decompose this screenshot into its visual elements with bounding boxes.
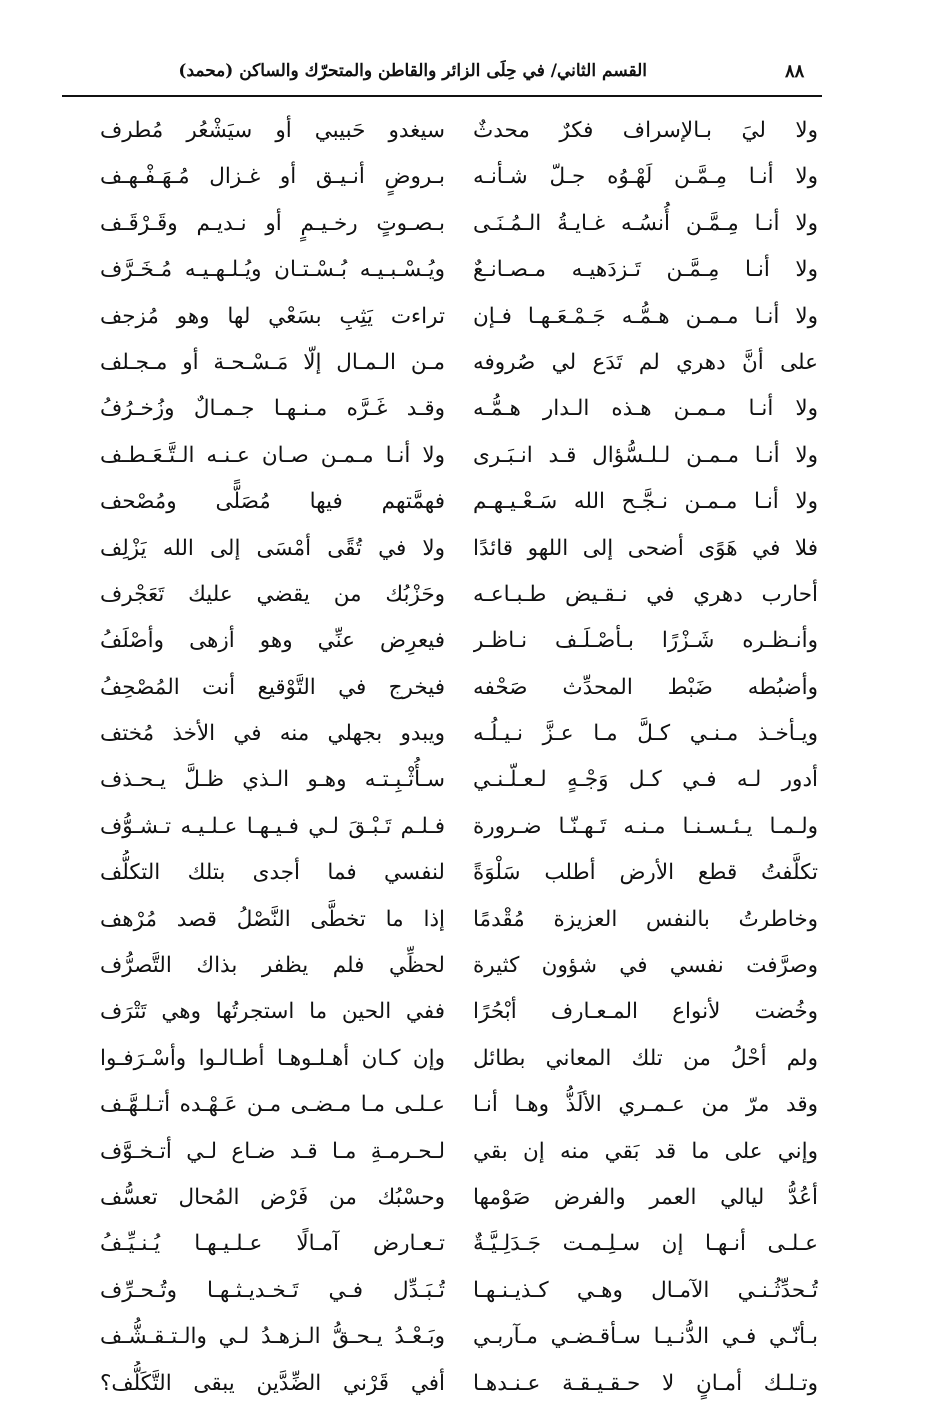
verse-first-hemistich: ولـمـا يـئـسـنـا مـنـه تَـهـنّـا ضـرورة <box>473 813 818 839</box>
verse-second-hemistich: وبَـعْـدُ يـحـقُّ الـزهـدُ لـي والـتـقـشُّـف <box>100 1324 445 1350</box>
verse-second-hemistich: تـعـارض آمـالًا عـلـيـهـا يُـنـيِّـفُ <box>100 1231 445 1257</box>
verse-first-hemistich: ولا أنـا مِـمَّـن أُنسُـه غـايـةُ الـمُـنَـى <box>473 210 818 236</box>
verse-second-hemistich: ويبدو بجهلي منه في الأخذ مُختف <box>100 721 445 747</box>
verse-second-hemistich: سيغدو حَبيبي أو سيَشْعُر مُطرف <box>100 118 445 143</box>
verse-second-hemistich: تُـبَـدِّل فـي تَـخـديـثـهـا وتُـحـرِّف <box>100 1277 445 1303</box>
verse-first-hemistich: ولا أنـا مـمـن لـلـسُّؤال قـد انـبَـرى <box>473 442 818 468</box>
running-header <box>62 55 822 95</box>
verse-second-hemistich: وقـد غَـرَّه مـنـهـا جـمـالٌ وزُخـرُفُ <box>100 396 445 422</box>
verse-first-hemistich: ولا أنـا مِـمَّـن تَـزدَهيـه مـصـانـعٌ <box>473 257 818 283</box>
verse-second-hemistich: مـن الـمـال إلّا مَـسْـحـة أو مـجـلف <box>100 349 445 375</box>
verse-second-hemistich: ففي الحين ما استجرتُها وهي تَتْرَف <box>100 999 445 1025</box>
verse-first-hemistich: تُـحدِّثُـنـي الآمـال وهـي كـذيـنـهـا <box>473 1277 818 1303</box>
verse-second-hemistich: عـلـى مـا مـضـى مـن عَـهْـده أتـلـهَّـف <box>100 1092 445 1118</box>
verse-first-hemistich: على أنَّ دهري لم تَدَع لي صُروفه <box>473 349 818 375</box>
verse-second-hemistich: لنفسي فما أجدى بتلك التكلُّف <box>100 860 445 886</box>
verse-second-hemistich: بـروضٍ أنـيـق أو غـزال مُـهَـفْـهـف <box>100 164 445 190</box>
verse-first-hemistich: وتـلـك أمـانٍ لا حـقـيـقـة عـنـدهـا <box>473 1370 818 1396</box>
verse-second-hemistich: وحَزْبُك من يقضي عليك تَعَجْرف <box>100 581 445 607</box>
verse-second-hemistich: إذا ما تخطَّى النَّصْلُ قصد مُرْهف <box>100 906 445 932</box>
verse-first-hemistich: وإني على ما قد بَقي منه إن بقي <box>473 1138 818 1164</box>
verse-first-hemistich: وصرَّفت نفسي في شؤون كثيرة <box>473 953 818 979</box>
chapter-title: القسم الثاني/ في حِلَى الزائر والقاطن والمتحرّك والساكن (محمد) <box>178 61 647 81</box>
verse-second-hemistich: ويُـسْـبـيـه بُـسْـتـان ويُـلـهـيـه مُـخَـرَّف <box>100 257 445 283</box>
verse-first-hemistich: وأضبُطه ضَبْط المحدِّث صَحْفه <box>473 674 818 700</box>
verse-first-hemistich: أحارب دهري في نـقـيض طـبـاعـه <box>473 581 818 607</box>
verse-second-hemistich: تراءت يَثِبِ بسَعْي لها وهو مُزجف <box>100 303 445 329</box>
verse-first-hemistich: ولا أنـا مـمـن نـجَّـح الله سَـعْـيـهـم <box>473 489 818 515</box>
verse-second-hemistich: فـلـم تَـبْـقَ لـي فـيـهـا عـلـيـه تـشـوُّف <box>100 813 445 839</box>
verse-second-hemistich: فيعرِض عنِّي وهو أزهى وأصْلَفُ <box>100 628 445 654</box>
verse-second-hemistich: وإن كـان أهـلـوهـا أطـالـوا وأسْـرَفـوا <box>100 1045 445 1071</box>
verse-first-hemistich: ولا ليَ بـالإسراف فكرٌ محدثٌ <box>473 118 818 143</box>
poem-second-hemistichs <box>100 108 445 1407</box>
verse-first-hemistich: فلا في هَوًى أضحى إلى اللهو قائدًا <box>473 535 818 561</box>
verse-second-hemistich: سـأُثْـبِـتـه وهـو الـذي ظـلَّ يـحـذف <box>100 767 445 793</box>
verse-first-hemistich: وقد مرّ من عـمـري الألَذُّ وهـا أنـا <box>473 1092 818 1118</box>
verse-first-hemistich: أدور لـه فـي كـل وَجْـهٍ لـعـلّـنـي <box>473 767 818 793</box>
verse-second-hemistich: لـحـرمـةِ مـا قـد ضـاع لـي أتـخـوَّف <box>100 1138 445 1164</box>
poem-first-hemistichs <box>473 108 818 1407</box>
verse-first-hemistich: ولا أنـا مـمـن هـذه الـدار هـمُّـه <box>473 396 818 422</box>
verse-first-hemistich: ولا أنـا مِـمَّـن لَهْـوُه جـلّ شـأنـه <box>473 164 818 190</box>
page-number: ٨٨ <box>785 61 805 82</box>
verse-second-hemistich: فيخرج في التَّوْقيع أنت المُصْحِفُ <box>100 674 445 700</box>
verse-second-hemistich: ولا في تُقًى أمْسَى إلى الله يَزْلِف <box>100 535 445 561</box>
verse-second-hemistich: ولا أنـا مـمـن صـان عـنـه الـتَّـعَـطـف <box>100 442 445 468</box>
verse-first-hemistich: وخُضت لأنواع المـعـارف أبْحُرًا <box>473 999 818 1025</box>
verse-first-hemistich: أعُدُّ ليالي العمر والفرض صَوْمها <box>473 1184 818 1210</box>
verse-second-hemistich: لحظِّي فلم يظفر بذاك التَّصرُّف <box>100 953 445 979</box>
verse-second-hemistich: بـصـوتٍ رخـيـمٍ أو نـديـم وقَـرْقَـف <box>100 210 445 236</box>
verse-first-hemistich: عـلـى أنـهـا إن سـلِـمـت جَـدَلِـيَّـةٌ <box>473 1231 818 1257</box>
verse-second-hemistich: أفي قَرْني الضِّدَّين يبقى التَّكَلُّف؟ <box>100 1370 445 1396</box>
verse-first-hemistich: وأنـظـره شَـزْرًا بـأصْـلَـف نـاظـر <box>473 628 818 654</box>
verse-first-hemistich: ويـأخـذ مـنـي كـلَّ مـا عـزَّ نـيـلُـه <box>473 721 818 747</box>
verse-first-hemistich: بـأنّـي فـي الدُّنـيـا سـأقـضـي مـآربـي <box>473 1324 818 1350</box>
verse-first-hemistich: وخاطرتُ بالنفس العزيزة مُقْدمًا <box>473 906 818 932</box>
header-divider <box>62 95 822 97</box>
verse-first-hemistich: ولا أنـا مـمـن هـمُّـه جَـمْـعَـهـا فـإن <box>473 303 818 329</box>
verse-first-hemistich: تكلَّفتُ قطع الأرض أطلب سَلْوَةً <box>473 860 818 886</box>
verse-first-hemistich: ولم أحْلُ من تلك المعاني بطائل <box>473 1045 818 1071</box>
verse-second-hemistich: فهمَّتهم فيها مُصَلًّى ومُصْحف <box>100 489 445 515</box>
verse-second-hemistich: وحسْبُك من فَرْض المُحال تعسُّف <box>100 1184 445 1210</box>
